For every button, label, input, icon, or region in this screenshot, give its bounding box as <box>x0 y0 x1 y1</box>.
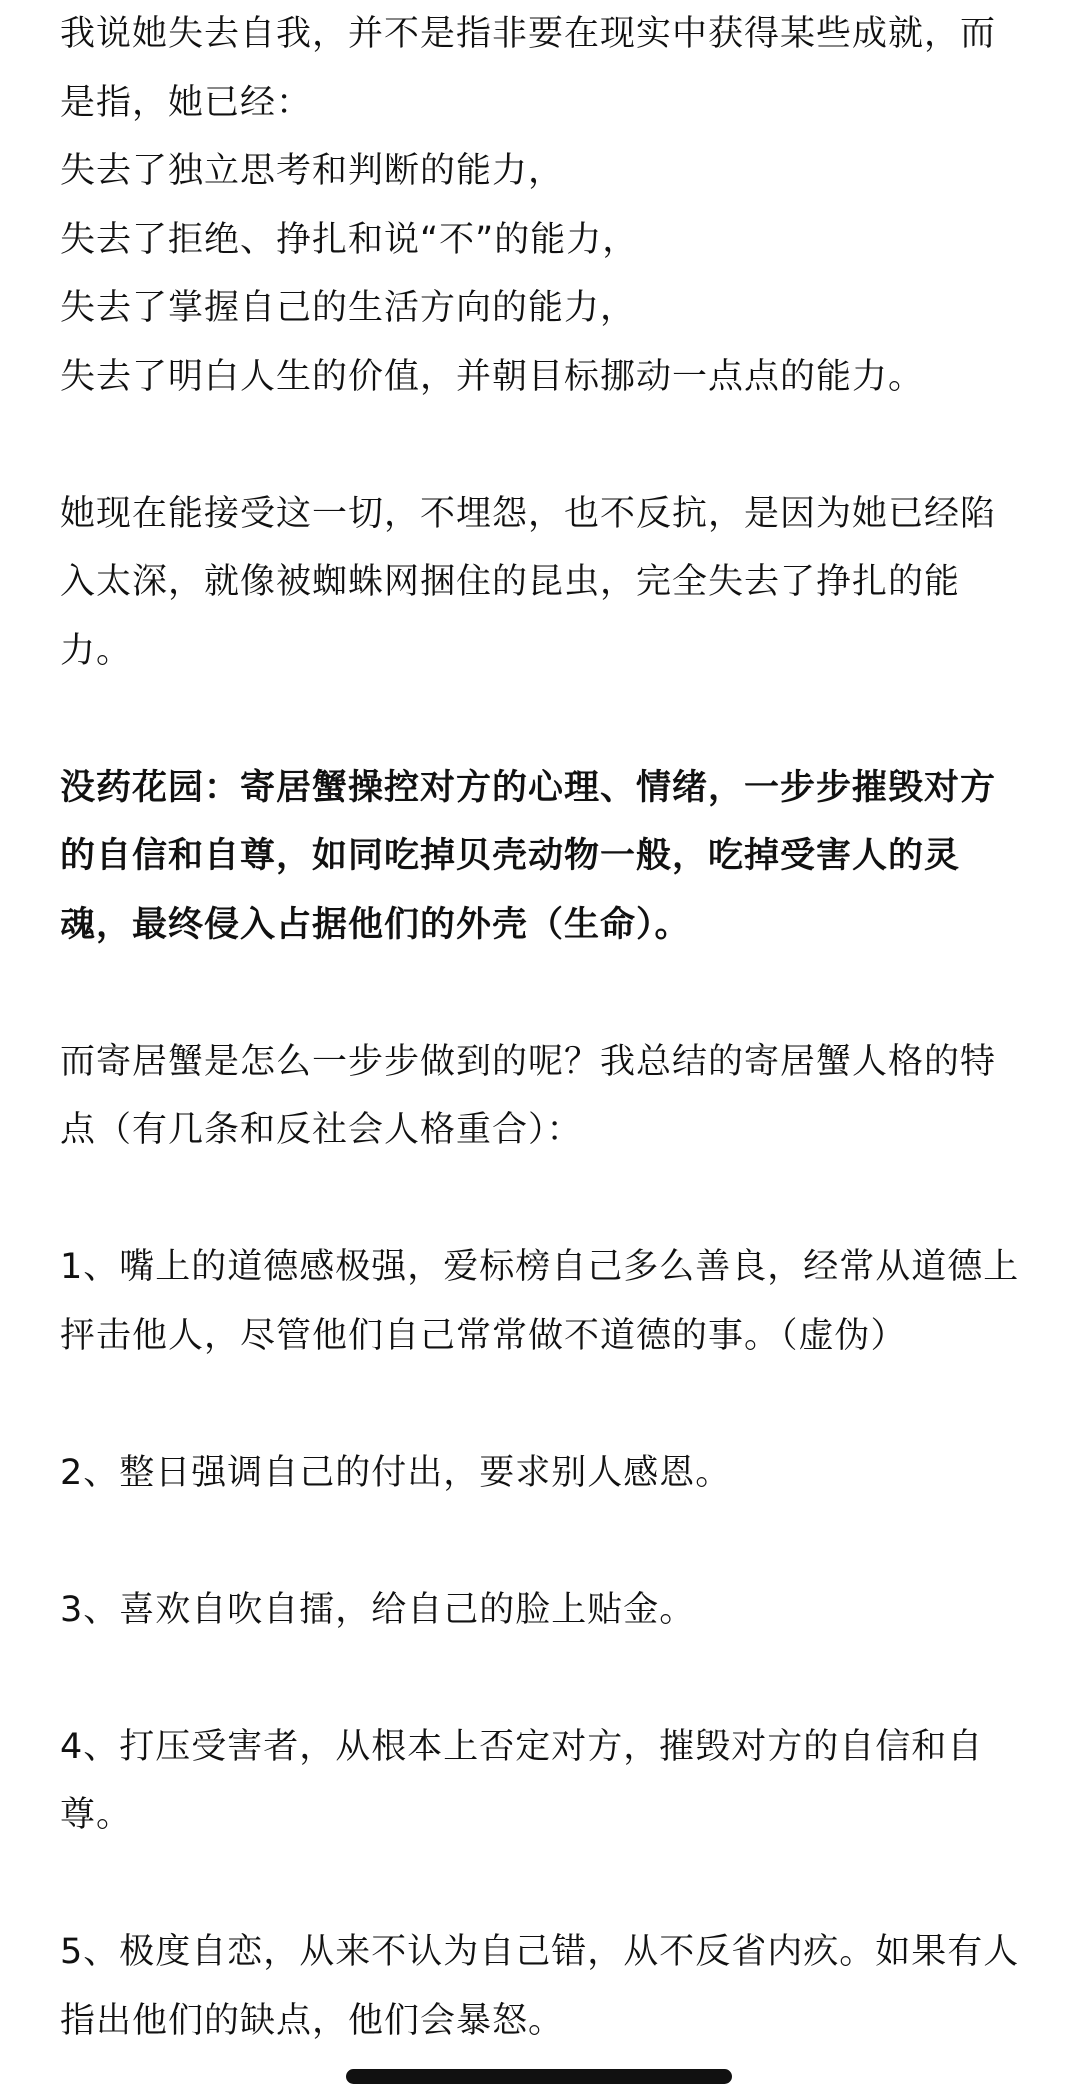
paragraph-traits-intro: 而寄居蟹是怎么一步步做到的呢？我总结的寄居蟹人格的特点（有几条和反社会人格重合）： <box>60 1041 997 1150</box>
list-item-trait-3: 3、喜欢自吹自擂，给自己的脸上贴金。 <box>60 1589 696 1630</box>
paragraph-trapped: 她现在能接受这一切，不埋怨，也不反抗，是因为她已经陷入太深，就像被蜘蛛网捆住的昆虫，完全失去了挣扎的能力。 <box>60 493 997 671</box>
paragraph-lost-self: 我说她失去自我，并不是指非要在现实中获得某些成就，而是指，她已经： 失去了独立思考和判断的能力， 失去了拒绝、挣扎和说“不”的能力， 失去了掌握自己的生活方向的能力， 失去了明白人生的价值，并朝目标挪动一点点的能力。 <box>60 14 997 397</box>
paragraph-gap <box>60 411 1020 480</box>
paragraph-gap <box>60 1850 1020 1919</box>
paragraph-myrrh-garden-quote: 没药花园：寄居蟹操控对方的心理、情绪，一步步摧毁对方的自信和自尊，如同吃掉贝壳动物一般，吃掉受害人的灵魂，最终侵入占据他们的外壳（生命）。 <box>60 767 997 945</box>
list-item-trait-1: 1、嘴上的道德感极强，爱标榜自己多么善良，经常从道德上抨击他人，尽管他们自己常常做不道德的事。（虚伪） <box>60 1247 1020 1356</box>
paragraph-gap <box>60 959 1020 1028</box>
list-item-trait-5: 5、极度自恋，从来不认为自己错，从不反省内疚。如果有人指出他们的缺点，他们会暴怒。 <box>60 1932 1020 2041</box>
paragraph-gap <box>60 685 1020 754</box>
list-item-trait-2: 2、整日强调自己的付出，要求别人感恩。 <box>60 1452 732 1493</box>
paragraph-gap <box>60 1644 1020 1713</box>
paragraph-gap <box>60 1370 1020 1439</box>
article-body <box>60 0 1020 2055</box>
list-item-trait-4: 4、打压受害者，从根本上否定对方，摧毁对方的自信和自尊。 <box>60 1726 984 1835</box>
home-indicator-bar[interactable] <box>346 2069 732 2084</box>
paragraph-gap <box>60 1507 1020 1576</box>
paragraph-gap <box>60 1165 1020 1234</box>
